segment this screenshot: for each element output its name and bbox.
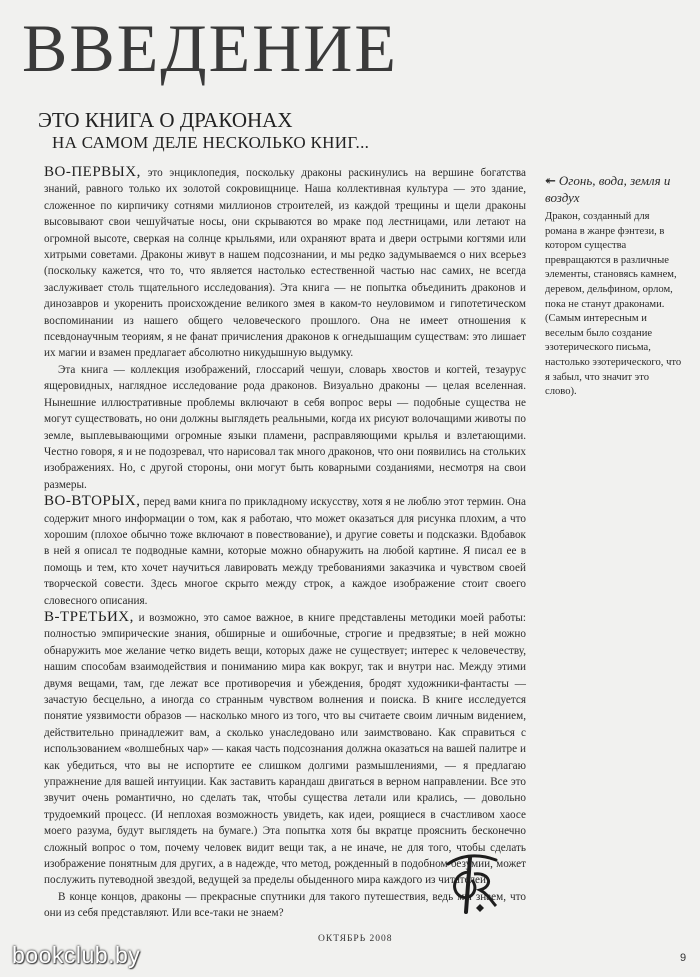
page-number: 9 [680, 952, 687, 964]
paragraph-text: и возможно, это самое важное, в книге представлены методики моей работы: полностью эмпирические знания, обширные и ошибочные, строгие и предвзятые; в ней можно обнаружить мое желание четко видеть вещи, которых даже не существует; интерес к человечеству, нашим способам взаимодействия и пониманию мира как вокруг, так и внутри нас. Между этими двумя вещами, там, где лежат все противоречия и убеждения, бродят художники-фантасты — зачастую бесцельно, а иногда со странным чувством волнения и поиска. В книге исследуется понятие уязвимости образов — насколько много из того, что вы считаете своим личным видением, действительно принадлежит вам, а сколько унаследовано или заимствовано. Как справиться с использованием «волшебных чар» — какая часть подсознания должна оказаться на вашей палитре и как убедиться, что вы не испортите ее слишком долгими размышлениями, — я предлагаю упражнение для вашей интуиции. Как заставить карандаш двигаться в верном направлении. Все это звучит очень романтично, но сделать так, чтобы существа летали или крались, — довольно трудоемкий процесс. (И неплохая возможность увидеть, как идеи, роящиеся в счастливом хаосе моего разума, будут выглядеть на бумаге.) Эта попытка хотя бы вкратце прояснить бесконечно сложный вопрос о том, почему человек видит вещи так, а не иначе, не для того, чтобы сделать изображение понятным для других, а в надежде, что метод, рожденный в подобном безумии, может послужить путеводной звездой, ведущей за пределы обыденного мира каждого из читателей. [44, 611, 526, 887]
arrow-left-icon: ↞ [545, 173, 556, 188]
date-line: ОКТЯБРЬ 2008 [318, 934, 393, 944]
sidebar-caption [545, 172, 683, 206]
paragraph-lead-first: ВО-ПЕРВЫХ, [44, 164, 141, 180]
page-title: ВВЕДЕНИЕ [22, 10, 398, 86]
sidebar-caption-text: Огонь, вода, земля и воздух [545, 173, 671, 205]
paragraph-first [44, 164, 526, 362]
paragraph-fourth [44, 609, 526, 889]
paragraph-lead-second: ВО-ВТОРЫХ, [44, 493, 141, 510]
sidebar-note [545, 172, 683, 400]
main-text-column [44, 164, 526, 922]
section-subtitle-secondary: НА САМОМ ДЕЛЕ НЕСКОЛЬКО КНИГ... [52, 133, 370, 152]
signature-icon [440, 850, 500, 920]
sidebar-text: Дракон, созданный для романа в жанре фэнтези, в котором существа превращаются в различные элементы, становясь камнем, деревом, дельфином, орлом, пока не станут драконами. (Самым интересным и веселым было создание эзотерического письма, настолько эзотерического, что я забыл, что значит это слово). [545, 211, 682, 398]
paragraph-lead-third: В-ТРЕТЬИХ, [44, 608, 134, 625]
watermark-logo: bookclub.by [12, 942, 141, 968]
paragraph-text: перед вами книга по прикладному искусству, хотя я не люблю этот термин. Она содержит много информации о том, как я работаю, что может оказаться для рисунка плохим, а что хорошим (плохое обычно тоже включают в повествование), и другие советы и подсказки. Вдобавок в ней я описал те подводные камни, которые можно обнаружить на любой картине. Я писал ее в помощь и тем, кто хочет научиться лавировать между требованиями заказчика и чувством своей творческой совести. Здесь многое скрыто между строк, а каждое изображение стоит своего словесного описания. [44, 496, 526, 607]
paragraph-second: Эта книга — коллекция изображений, глоссарий чешуи, словарь хвостов и когтей, тезаурус ящеровидных, наглядное исследование рода драконов. Визуально драконы — целая вселенная. Нынешние иллюстративные проблемы включают в себя вопрос веры — подобные существа не могут существовать, но они должны выглядеть реальными, когда их рисуют волочащими животы по земле, выплевывающими огромные языки пламени, расправляющими крылья и взлетающими. Честно говоря, я и не подозревал, что нарисовал так много драконов, что они появились на стольких изображениях. Но, с другой стороны, они могут быть коварными созданиями, несмотря на свои размеры. [44, 363, 526, 491]
paragraph-closing: В конце концов, драконы — прекрасные спутники для такого путешествия, ведь мы знаем, что они из себя представляют. Или все-таки не знаем? [44, 890, 526, 920]
section-subtitle: ЭТО КНИГА О ДРАКОНАХ [38, 108, 293, 132]
paragraph-third [44, 493, 526, 609]
paragraph-text: это энциклопедия, поскольку драконы раскинулись на вершине богатства знаний, равного только их золотой сокровищнице. Наша коллективная культура — это здание, сложенное по кирпичику сотнями миллионов строителей, из каждой трещины и щели драконы высовывают свои чешуйчатые носы, они скрываются во мраке под лестницами, или летают на огромной высоте, сверкая на солнце крыльями, или охраняют врата и двери острыми когтями или хитрыми советами. Драконы живут в нашем подсознании, и мы редко задумываемся о них всерьез (поскольку кажется, что то, что является настолько естественной частью нас самих, не всегда заслуживает столь тщательного исследования). Эта книга — не попытка объединить драконов и динозавров и укоренить происхождение великого змея в каком-то неуловимом и гипотетическом воспоминании из нашего общего человеческого прошлого. Она не имеет отношения к псевдонаучным теориям, я не фанат причисления драконов к огнедышащим существам: это лишает их магии и взамен предлагает абсолютно никудышную выдумку. [44, 167, 526, 360]
